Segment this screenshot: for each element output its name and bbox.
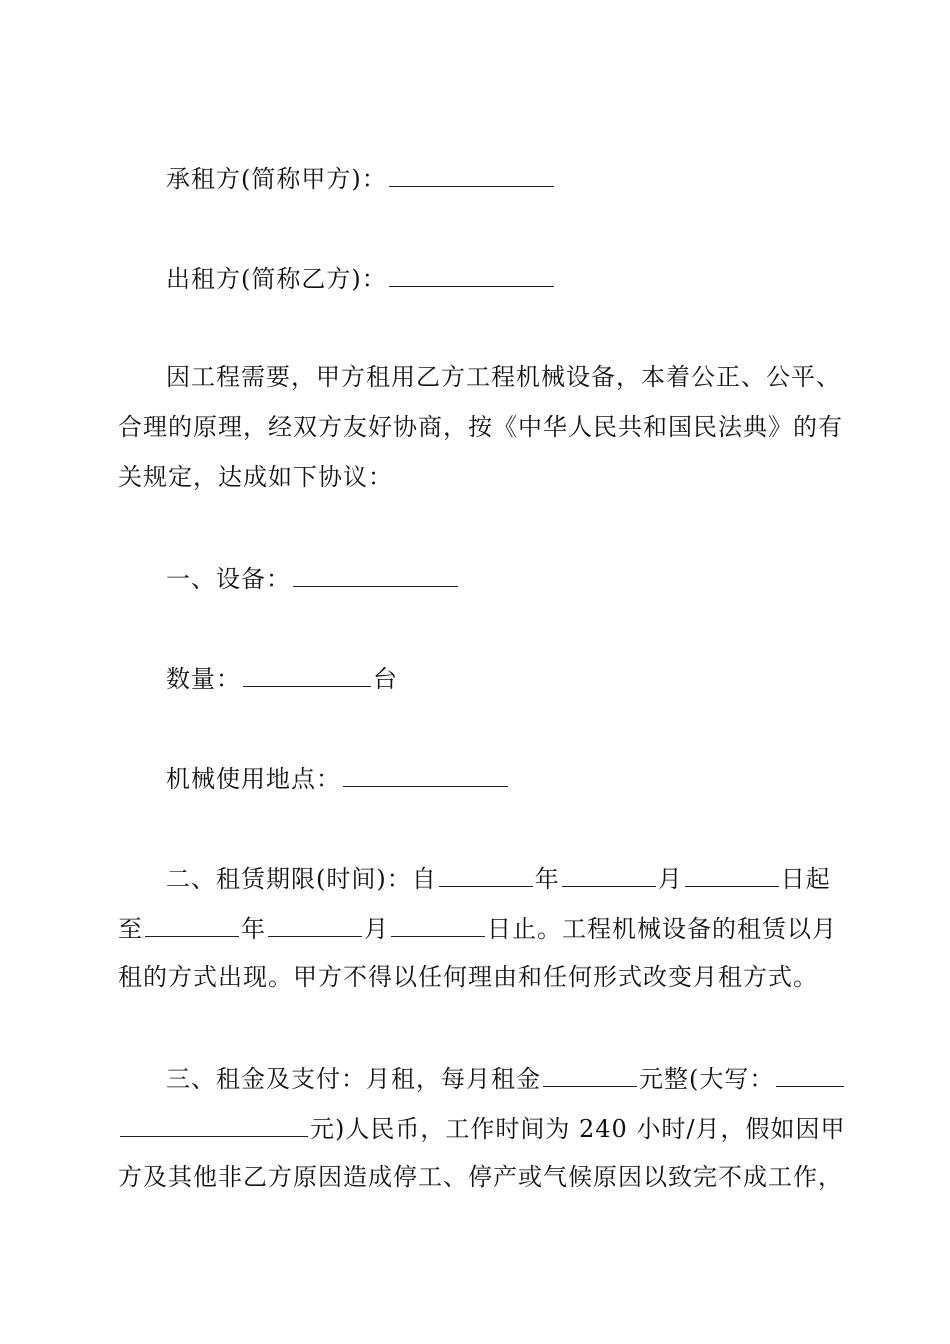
end-day-label: 日止。工程机械设备的租赁以月 [487,915,837,943]
start-year-label: 年 [534,865,560,893]
amount-caps-blank-2 [120,1102,308,1137]
to-label: 至 [118,915,143,943]
end-year-label: 年 [241,915,266,943]
amount-caps-blank-1 [776,1052,844,1087]
start-day-blank [685,852,779,887]
start-day-label: 日起 [780,865,831,893]
start-month-blank [562,852,656,887]
lessee-line [166,152,830,204]
lease-term-line-2 [118,902,837,954]
lessee-blank [389,152,554,187]
rent-line-2-text: 元)人民币，工作时间为 240 小时/月，假如因甲 [310,1115,846,1143]
equipment-blank [293,552,458,587]
equipment-line [166,552,830,604]
equipment-label: 一、设备： [166,565,291,593]
lessor-label: 出租方(简称乙方)： [166,265,387,293]
quantity-label: 数量： [166,665,241,693]
preamble-line-2: 合理的原理，经双方友好协商，按《中华人民共和国民法典》的有 [118,413,843,441]
start-year-blank [439,852,533,887]
end-month-label: 月 [364,915,389,943]
quantity-unit: 台 [373,665,398,693]
location-blank [343,752,508,787]
lessee-label: 承租方(简称甲方)： [166,165,387,193]
lease-term-line-1 [166,852,830,904]
location-label: 机械使用地点： [166,765,341,793]
lessor-line [166,252,830,304]
amount-caps-label: 元整(大写： [639,1065,775,1093]
lessor-blank [389,252,554,287]
location-line [166,752,830,804]
rent-line-2 [118,1102,846,1154]
preamble-line-3: 关规定，达成如下协议： [118,463,393,491]
rent-line-1 [166,1052,830,1104]
end-month-blank [268,902,362,937]
lease-term-line-3: 租的方式出现。甲方不得以任何理由和任何形式改变月租方式。 [118,963,818,991]
quantity-line [166,652,830,704]
rent-line-3: 方及其他非乙方原因造成停工、停产或气候原因以致完不成工作， [118,1163,843,1191]
monthly-rent-blank [543,1052,637,1087]
lease-term-title: 二、租赁期限(时间)：自 [166,865,437,893]
end-day-blank [391,902,485,937]
end-year-blank [145,902,239,937]
rent-title: 三、租金及支付：月租，每月租金 [166,1065,541,1093]
preamble-line-1: 因工程需要，甲方租用乙方工程机械设备，本着公正、公平、 [166,363,841,391]
start-month-label: 月 [657,865,683,893]
quantity-blank [243,652,371,687]
